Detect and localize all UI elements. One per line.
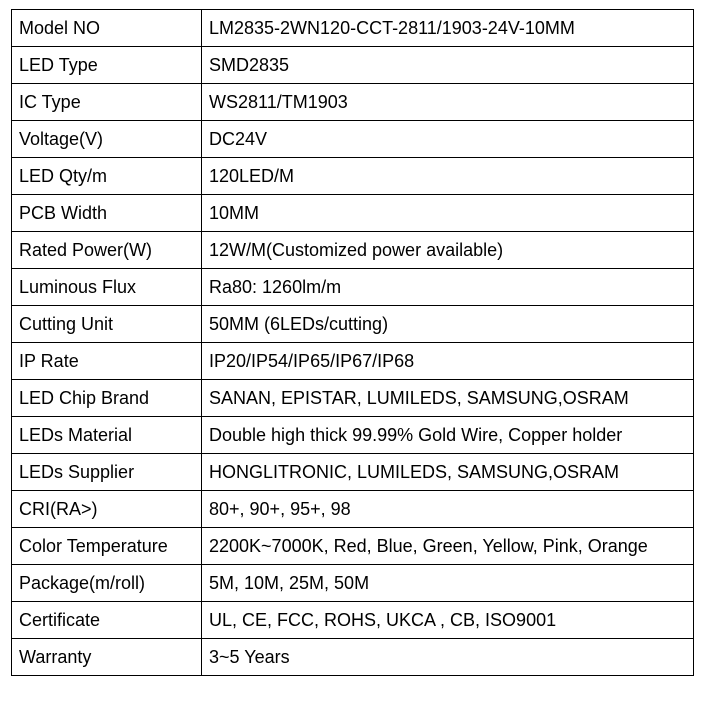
spec-label: IP Rate (12, 343, 202, 380)
table-row-package (12, 565, 694, 602)
table-row-warranty (12, 639, 694, 676)
spec-value: SMD2835 (202, 47, 694, 84)
spec-value: SANAN, EPISTAR, LUMILEDS, SAMSUNG,OSRAM (202, 380, 694, 417)
table-row-ic-type (12, 84, 694, 121)
spec-value: 12W/M(Customized power available) (202, 232, 694, 269)
table-row-led-type (12, 47, 694, 84)
table-row-led-qty (12, 158, 694, 195)
spec-label: IC Type (12, 84, 202, 121)
spec-value: DC24V (202, 121, 694, 158)
spec-label: LEDs Supplier (12, 454, 202, 491)
spec-value: HONGLITRONIC, LUMILEDS, SAMSUNG,OSRAM (202, 454, 694, 491)
spec-label: Color Temperature (12, 528, 202, 565)
table-row-luminous-flux (12, 269, 694, 306)
spec-value: 5M, 10M, 25M, 50M (202, 565, 694, 602)
table-row-led-chip-brand (12, 380, 694, 417)
table-row-ip-rate (12, 343, 694, 380)
table-row-voltage (12, 121, 694, 158)
spec-value: 3~5 Years (202, 639, 694, 676)
spec-label: Luminous Flux (12, 269, 202, 306)
spec-value: 120LED/M (202, 158, 694, 195)
spec-label: Warranty (12, 639, 202, 676)
spec-value: 10MM (202, 195, 694, 232)
spec-label: LED Chip Brand (12, 380, 202, 417)
spec-value: IP20/IP54/IP65/IP67/IP68 (202, 343, 694, 380)
spec-value: WS2811/TM1903 (202, 84, 694, 121)
spec-label: LEDs Material (12, 417, 202, 454)
table-row-cri (12, 491, 694, 528)
table-row-pcb-width (12, 195, 694, 232)
spec-label: Cutting Unit (12, 306, 202, 343)
spec-label: Package(m/roll) (12, 565, 202, 602)
spec-value: 50MM (6LEDs/cutting) (202, 306, 694, 343)
spec-label: Certificate (12, 602, 202, 639)
spec-label: LED Qty/m (12, 158, 202, 195)
table-row-leds-supplier (12, 454, 694, 491)
table-row-color-temperature (12, 528, 694, 565)
spec-label: CRI(RA>) (12, 491, 202, 528)
table-row-certificate (12, 602, 694, 639)
spec-label: PCB Width (12, 195, 202, 232)
spec-value: 80+, 90+, 95+, 98 (202, 491, 694, 528)
spec-label: Model NO (12, 10, 202, 47)
spec-value: Double high thick 99.99% Gold Wire, Copper holder (202, 417, 694, 454)
spec-label: LED Type (12, 47, 202, 84)
spec-table (11, 9, 694, 676)
spec-value: LM2835-2WN120-CCT-2811/1903-24V-10MM (202, 10, 694, 47)
table-row-cutting-unit (12, 306, 694, 343)
table-row-model-no (12, 10, 694, 47)
table-row-rated-power (12, 232, 694, 269)
spec-label: Voltage(V) (12, 121, 202, 158)
table-row-leds-material (12, 417, 694, 454)
spec-label: Rated Power(W) (12, 232, 202, 269)
spec-value: Ra80: 1260lm/m (202, 269, 694, 306)
spec-table-body (12, 10, 694, 676)
spec-value: UL, CE, FCC, ROHS, UKCA , CB, ISO9001 (202, 602, 694, 639)
spec-value: 2200K~7000K, Red, Blue, Green, Yellow, Pink, Orange (202, 528, 694, 565)
